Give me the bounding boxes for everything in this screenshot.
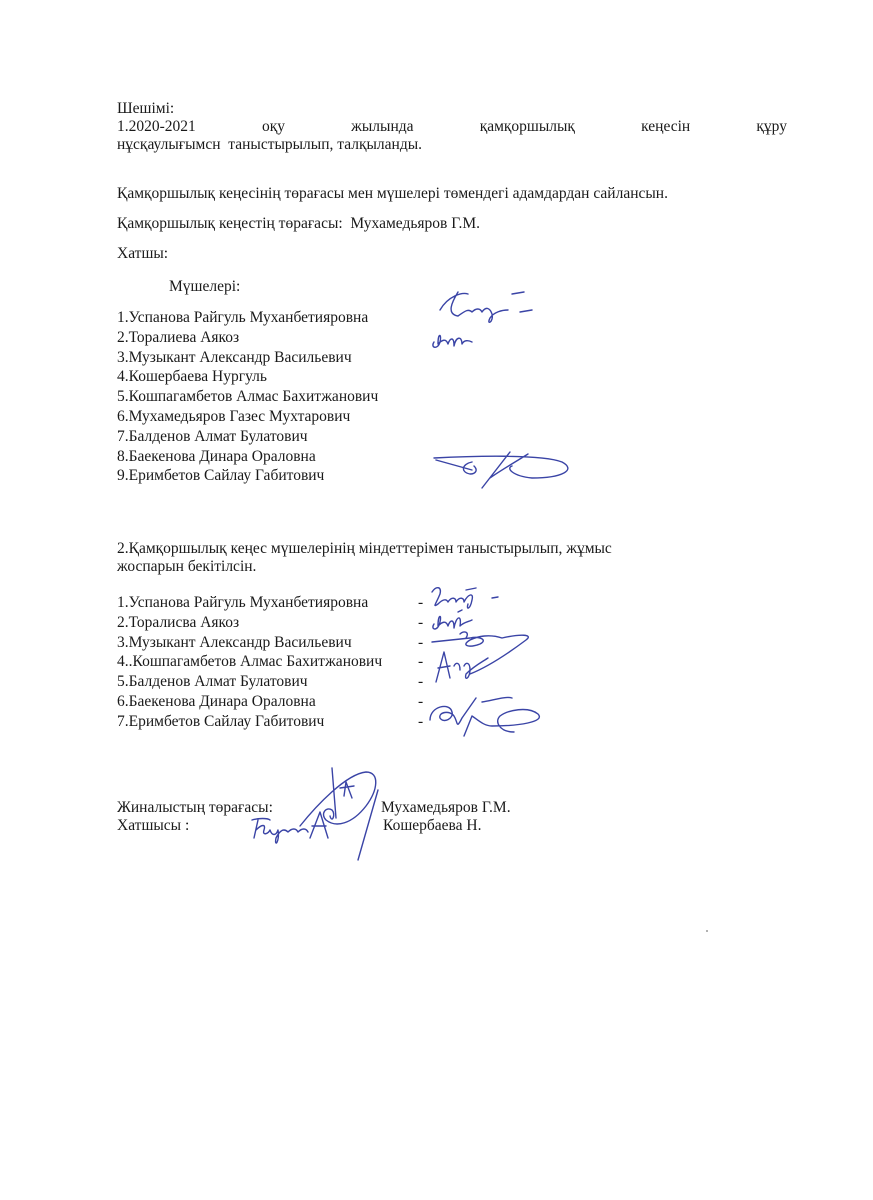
member-item: 3.Музыкант Александр Васильевич (117, 348, 352, 366)
item1-word: оқу (261, 118, 285, 135)
ack-dash: - (418, 692, 424, 710)
item1-line1 (117, 118, 787, 136)
ack-item: 7.Еримбетов Сайлау Габитович (117, 712, 325, 730)
ack-item: 1.Успанова Райгуль Муханбетияровна (117, 594, 369, 611)
ack-item: 5.Балденов Алмат Булатович (117, 673, 308, 691)
member-item: 1.Успанова Райгуль Муханбетияровна (117, 309, 369, 326)
ack-item: 6.Баекенова Динара Ораловна (117, 692, 316, 710)
signature-erimbetov-1 (432, 448, 582, 496)
secretary-line: Хатшы: (117, 245, 169, 262)
member-item: 2.Торалиева Аякоз (117, 328, 240, 346)
member-item: 9.Еримбетов Сайлау Габитович (117, 467, 325, 485)
item1-word: құру (756, 118, 787, 135)
signature-toralieva-1 (428, 326, 488, 352)
member-item: 6.Мухамедьяров Газес Мухтарович (117, 407, 351, 425)
elect-sentence: Қамқоршылық кеңесінің төрағасы мен мүшелері төмендегі адамдардан сайлансын. (117, 185, 668, 202)
members-heading: Мүшелері: (169, 278, 241, 295)
ack-dashes (418, 593, 423, 732)
chair-line: Қамқоршылық кеңестің төрағасы: Мухамедьяров Г.М. (117, 215, 480, 232)
footer-secretary-name: Кошербаева Н. (383, 817, 482, 834)
footer-secretary-label: Хатшысы : (117, 817, 190, 834)
member-item: 4.Кошербаева Нургуль (117, 368, 267, 386)
item1-line2: нұсқаулығымсн таныстырылып, талқыланды. (117, 136, 422, 153)
ack-dash: - (418, 633, 424, 651)
ack-dash: - (418, 653, 424, 671)
item2-line2: жоспарын бекітілсін. (117, 558, 257, 575)
scan-speck (706, 930, 708, 932)
ack-dash: - (418, 712, 424, 730)
decision-heading: Шешімі: (117, 100, 175, 117)
signature-koshpagambetov (430, 648, 510, 688)
footer-chair-name: Мухамедьяров Г.М. (381, 799, 511, 816)
members-list (117, 308, 378, 486)
ack-item: 3.Музыкант Александр Васильевич (117, 633, 352, 651)
footer-chair-label: Жиналыстың төрағасы: (117, 799, 273, 816)
ack-dash: - (418, 594, 424, 611)
item1-word: қамқоршылық (479, 118, 575, 135)
ack-dash: - (418, 673, 424, 691)
member-item: 7.Балденов Алмат Булатович (117, 427, 308, 445)
item1-word: кеңесін (641, 118, 691, 135)
signature-uspanova-1 (428, 288, 568, 328)
member-item: 8.Баекенова Динара Ораловна (117, 447, 316, 465)
ack-item: 2.Торалисва Аякоз (117, 613, 240, 631)
signature-secretary (248, 808, 348, 858)
item1-word: жылында (351, 118, 414, 135)
item1-word: 1.2020-2021 (117, 118, 196, 135)
member-item: 5.Кошпагамбетов Алмас Бахитжанович (117, 388, 379, 406)
ack-item: 4..Кошпагамбетов Алмас Бахитжанович (117, 653, 383, 671)
acknowledgement-list (117, 593, 382, 732)
item2-line1: 2.Қамқоршылық кеңес мүшелерінің міндеттерімен таныстырылып, жұмыс (117, 540, 612, 557)
ack-dash: - (418, 613, 424, 631)
signature-erimbetov-2 (428, 696, 548, 746)
